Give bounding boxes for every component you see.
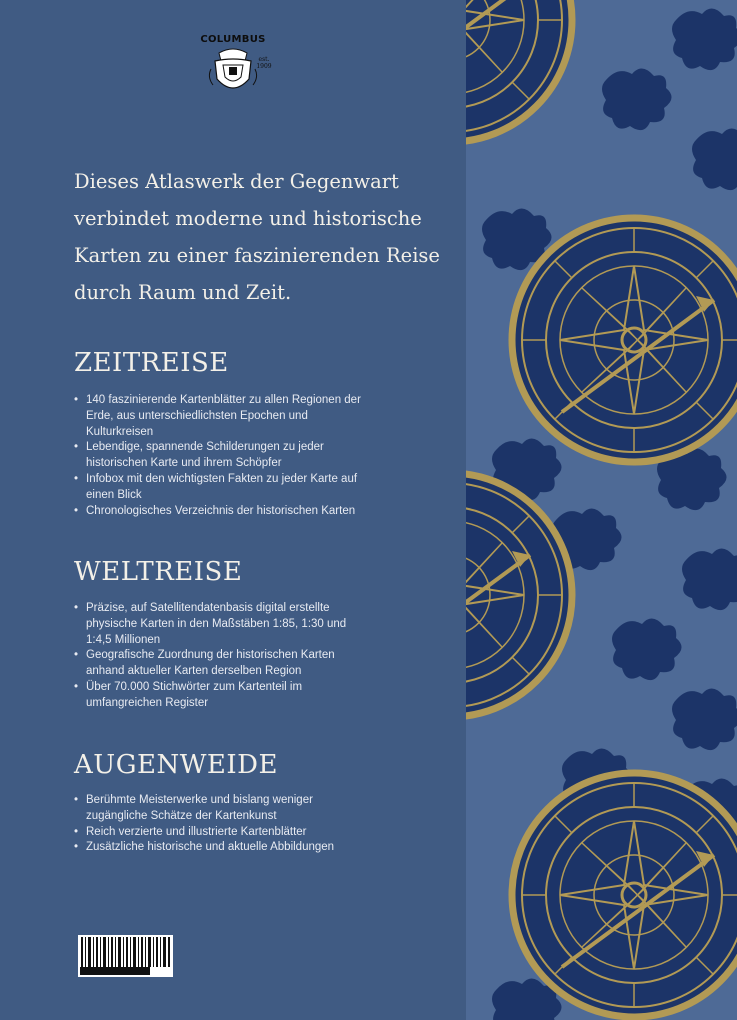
intro-line: Dieses Atlaswerk der Gegenwart [74, 170, 399, 193]
list-item: • 140 faszinierende Kartenblätter zu allen Regionen der Erde, aus unterschiedlichsten Epochen und Kulturkreisen [74, 393, 374, 440]
list-item: • Berühmte Meisterwerke und bislang weniger zugängliche Schätze der Kartenkunst [74, 793, 374, 825]
publisher-est: est. 1909 [256, 56, 272, 70]
list-item: • Geografische Zuordnung der historischen Karten anhand aktueller Karten derselben Region [74, 648, 374, 680]
compass-pattern-panel [466, 0, 737, 1020]
weltreise-list [74, 601, 374, 712]
intro-line: verbindet moderne und historische [74, 207, 422, 230]
publisher-logo [188, 34, 278, 103]
section-title-weltreise: WELTREISE [74, 557, 243, 587]
intro-line: durch Raum und Zeit. [74, 281, 292, 304]
intro-line: Karten zu einer faszinierenden Reise [74, 244, 440, 267]
section-title-zeitreise: ZEITREISE [74, 348, 229, 378]
barcode [78, 935, 173, 977]
crest-icon [203, 47, 263, 99]
zeitreise-list [74, 393, 374, 519]
list-item: • Präzise, auf Satellitendatenbasis digital erstellte physische Karten in den Maßstäben 1:85, 1:30 und 1:4,5 Millionen [74, 601, 374, 648]
list-item: • Reich verzierte und illustrierte Kartenblätter [74, 825, 374, 841]
list-item: • Chronologisches Verzeichnis der historischen Karten [74, 504, 374, 520]
list-item: • Über 70.000 Stichwörter zum Kartenteil im umfangreichen Register [74, 680, 374, 712]
barcode-icon [78, 935, 173, 977]
list-item: • Lebendige, spannende Schilderungen zu jeder historischen Karte und ihrem Schöpfer [74, 440, 374, 472]
augenweide-list [74, 793, 374, 856]
publisher-name: COLUMBUS [200, 34, 266, 45]
compass-pattern [466, 0, 737, 1020]
list-item: • Infobox mit den wichtigsten Fakten zu jeder Karte auf einen Blick [74, 472, 374, 504]
list-item: • Zusätzliche historische und aktuelle Abbildungen [74, 840, 374, 856]
intro-text [74, 163, 444, 311]
section-title-augenweide: AUGENWEIDE [74, 750, 278, 780]
